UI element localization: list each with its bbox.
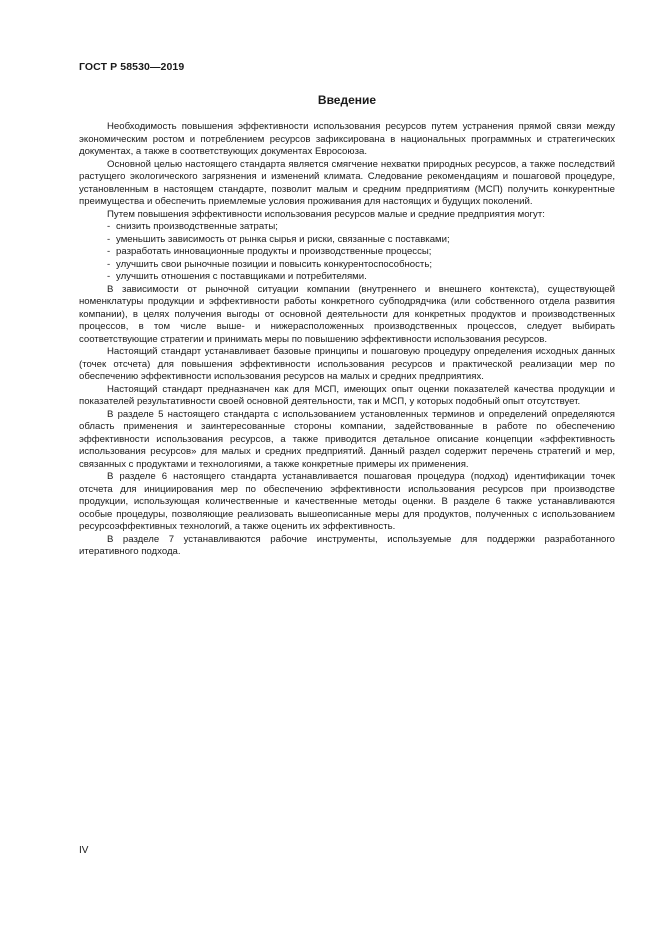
paragraph: Основной целью настоящего стандарта является смягчение нехватки природных ресурсов, а также последствий растущего экологического загрязнения и изменений климата. Следование рекомендациям и пошаговой процедуре, установленным в настоящем стандарте, позволит малым и средним предприятиям (МСП) получить конкурентные преимущества и обеспечить приемлемые условия проживания для настоящих и будущих поколений. [79, 158, 615, 207]
list-bullet: - [107, 233, 111, 245]
list-bullet: - [107, 271, 111, 282]
paragraph: Настоящий стандарт устанавливает базовые принципы и пошаговую процедуру определения исходных данных (точек отсчета) для повышения эффективности использования ресурсов и практической реализации мер по обеспечению эффективности использования ресурсов на малых и средних предприятиях. [79, 346, 615, 382]
list-item-text: уменьшить зависимость от рынка сырья и риски, связанные с поставками; [116, 233, 450, 245]
list-item [79, 221, 615, 234]
paragraph: В разделе 7 устанавливаются рабочие инструменты, используемые для поддержки разработанного итеративного подхода. [79, 533, 615, 557]
paragraph: Необходимость повышения эффективности использования ресурсов путем устранения прямой связи между экономическим ростом и потреблением ресурсов зафиксирована в национальных программных и стратегических документах, а также в соответствующих документах Евросоюза. [79, 121, 615, 157]
list-item [79, 246, 615, 259]
list-bullet: - [107, 258, 111, 270]
list-item-text: снизить производственные затраты; [116, 221, 278, 232]
list-item-text: разработать инновационные продукты и производственные процессы; [116, 246, 432, 257]
benefits-list [79, 221, 615, 284]
paragraph: В зависимости от рыночной ситуации компании (внутреннего и внешнего контекста), существующей номенклатуры продукции и эффективности работы конкретного субподрядчика (или собственного отдела развития компании), в целях получения выгоды от основной деятельности для конкретных продуктов и производственных процессов, в том числе выше- и нижерасположенных производственных процессов, следует выбирать соответствующие стратегии и принимать меры по повышению эффективности использования ресурсов. [79, 283, 615, 345]
list-bullet: - [107, 246, 111, 257]
list-item [79, 271, 615, 284]
list-item [79, 259, 615, 272]
list-item [79, 234, 615, 247]
list-item-text: улучшить свои рыночные позиции и повысить конкурентоспособность; [116, 258, 432, 270]
list-bullet: - [107, 221, 111, 232]
paragraph: В разделе 5 настоящего стандарта с использованием установленных терминов и определений определяются область применения и заинтересованные стороны компании, задействованные в работе по обеспечению эффективности использования ресурсов, а также приводится детальное описание концепции «эффективность использования ресурсов» для малых и средних предприятий. Данный раздел содержит перечень стратегий и мер, связанных с продуктами и технологиями, а также конкретные примеры их применения. [79, 408, 615, 470]
section-title: Введение [317, 93, 377, 107]
list-item-text: улучшить отношения с поставщиками и потребителями. [116, 271, 367, 282]
paragraph: Путем повышения эффективности использования ресурсов малые и средние предприятия могут: [107, 208, 545, 220]
paragraph: Настоящий стандарт предназначен как для МСП, имеющих опыт оценки показателей качества продукции и показателей результативности своей основной деятельности, так и МСП, у которых подобный опыт отсутствует. [79, 383, 615, 407]
paragraph: В разделе 6 настоящего стандарта устанавливается пошаговая процедура (подход) идентификации точек отсчета для инициирования мер по обеспечению эффективности использования ресурсов при производстве продукции, использующая количественные и качественные методы оценки. В разделе 6 также устанавливаются особые процедуры, позволяющие реализовать вышеописанные меры для продуктов, полученных с использованием ресурсоэффективных технологий, а также оценить их эффективность. [79, 471, 615, 532]
standard-designation: ГОСТ Р 58530—2019 [79, 61, 185, 73]
document-body [79, 121, 615, 559]
page-number: IV [79, 845, 89, 856]
